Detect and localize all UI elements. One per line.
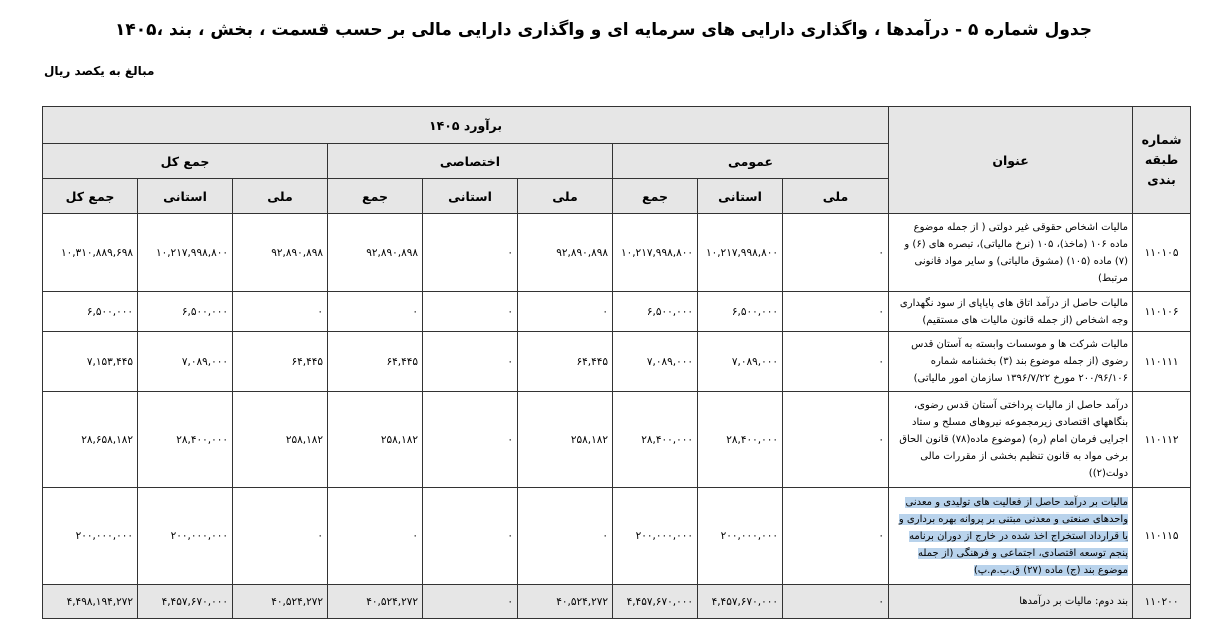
cell-total-provincial: ۱۰,۲۱۷,۹۹۸,۸۰۰ [138,214,233,292]
cell-code: ۱۱۰۲۰۰ [1133,585,1191,619]
table-row [43,332,1191,392]
cell-general-provincial: ۲۰۰,۰۰۰,۰۰۰ [698,488,783,585]
header-grand-national: ملی [233,179,328,214]
total-row [43,585,1191,619]
cell-title: درآمد حاصل از مالیات پرداختی آستان قدس رضوی، بنگاههای اقتصادی زیرمجموعه نیروهای مسلح و ستاد اجرایی فرمان امام (ره) (موضوع ماده(۷۸) قانون الحاق برخی مواد به قانون تنظیم بخشی از مقررات مالی دولت(۲)) [889,392,1133,488]
cell-total-national: ۹۲,۸۹۰,۸۹۸ [233,214,328,292]
cell-general-sum: ۴,۴۵۷,۶۷۰,۰۰۰ [613,585,698,619]
cell-total-provincial: ۴,۴۵۷,۶۷۰,۰۰۰ [138,585,233,619]
header-special-national: ملی [518,179,613,214]
cell-special-sum: ۴۰,۵۲۴,۲۷۲ [328,585,423,619]
cell-general-national: ۰ [783,585,889,619]
header-special-provincial: استانی [423,179,518,214]
cell-code: ۱۱۰۱۱۵ [1133,488,1191,585]
header-group-general: عمومی [613,144,889,179]
cell-code: ۱۱۰۱۰۶ [1133,292,1191,332]
cell-total-national: ۲۵۸,۱۸۲ [233,392,328,488]
cell-special-national: ۹۲,۸۹۰,۸۹۸ [518,214,613,292]
cell-total-sum: ۲۰۰,۰۰۰,۰۰۰ [43,488,138,585]
cell-special-national: ۰ [518,292,613,332]
revenue-table [42,106,1191,619]
header-group-grand: جمع کل [43,144,328,179]
header-grand-total: جمع کل [43,179,138,214]
unit-note: مبالغ به یکصد ریال [44,64,155,78]
page-title: جدول شماره ۵ - درآمدها ، واگذاری دارایی های سرمایه ای و واگذاری دارایی مالی بر حسب قسمت ، بخش ، بند ،۱۴۰۵ [115,20,1092,40]
cell-general-provincial: ۷,۰۸۹,۰۰۰ [698,332,783,392]
cell-total-provincial: ۲۸,۴۰۰,۰۰۰ [138,392,233,488]
table-row [43,392,1191,488]
cell-special-provincial: ۰ [423,585,518,619]
cell-general-national: ۰ [783,214,889,292]
cell-special-sum: ۰ [328,292,423,332]
cell-general-provincial: ۲۸,۴۰۰,۰۰۰ [698,392,783,488]
header-group-special: اختصاصی [328,144,613,179]
cell-total-sum: ۴,۴۹۸,۱۹۴,۲۷۲ [43,585,138,619]
header-general-national: ملی [783,179,889,214]
table-row [43,214,1191,292]
header-code: شماره طبقه بندی [1133,107,1191,214]
cell-special-provincial: ۰ [423,214,518,292]
cell-total-provincial: ۶,۵۰۰,۰۰۰ [138,292,233,332]
cell-code: ۱۱۰۱۱۱ [1133,332,1191,392]
cell-total-provincial: ۷,۰۸۹,۰۰۰ [138,332,233,392]
cell-code: ۱۱۰۱۰۵ [1133,214,1191,292]
header-title: عنوان [889,107,1133,214]
cell-title: مالیات حاصل از درآمد اتاق های پایاپای از سود نگهداری وجه اشخاص (از جمله قانون مالیات های مستقیم) [889,292,1133,332]
cell-general-national: ۰ [783,488,889,585]
cell-special-national: ۶۴,۴۴۵ [518,332,613,392]
cell-special-sum: ۰ [328,488,423,585]
cell-total-provincial: ۲۰۰,۰۰۰,۰۰۰ [138,488,233,585]
cell-total-national: ۴۰,۵۲۴,۲۷۲ [233,585,328,619]
header-grand-provincial: استانی [138,179,233,214]
cell-total-national: ۰ [233,488,328,585]
cell-special-national: ۰ [518,488,613,585]
cell-special-national: ۴۰,۵۲۴,۲۷۲ [518,585,613,619]
header-general-sum: جمع [613,179,698,214]
cell-general-sum: ۶,۵۰۰,۰۰۰ [613,292,698,332]
cell-special-provincial: ۰ [423,292,518,332]
cell-special-sum: ۶۴,۴۴۵ [328,332,423,392]
header-special-sum: جمع [328,179,423,214]
cell-title: بند دوم: مالیات بر درآمدها [889,585,1133,619]
cell-title: مالیات اشخاص حقوقی غیر دولتی ( از جمله موضوع ماده ۱۰۶ (ماخذ)، ۱۰۵ (نرخ مالیاتی)، تبصره های (۶) و (۷) ماده (۱۰۵) (مشوق مالیاتی) و سایر مواد قانونی مرتبط) [889,214,1133,292]
cell-special-provincial: ۰ [423,488,518,585]
cell-general-national: ۰ [783,292,889,332]
cell-total-national: ۰ [233,292,328,332]
cell-title: مالیات شرکت ها و موسسات وابسته به آستان قدس رضوی (از جمله موضوع بند (۳) بخشنامه شماره ۲۰۰/۹۶/۱۰۶ مورخ ۱۳۹۶/۷/۲۲ سازمان امور مالیاتی) [889,332,1133,392]
cell-special-provincial: ۰ [423,332,518,392]
header-general-provincial: استانی [698,179,783,214]
cell-general-sum: ۲۰۰,۰۰۰,۰۰۰ [613,488,698,585]
table-row [43,488,1191,585]
cell-total-sum: ۱۰,۳۱۰,۸۸۹,۶۹۸ [43,214,138,292]
cell-general-sum: ۲۸,۴۰۰,۰۰۰ [613,392,698,488]
cell-total-sum: ۲۸,۶۵۸,۱۸۲ [43,392,138,488]
cell-general-provincial: ۶,۵۰۰,۰۰۰ [698,292,783,332]
cell-title[interactable] [889,488,1133,585]
cell-total-sum: ۷,۱۵۳,۴۴۵ [43,332,138,392]
cell-code: ۱۱۰۱۱۲ [1133,392,1191,488]
cell-special-provincial: ۰ [423,392,518,488]
cell-general-sum: ۷,۰۸۹,۰۰۰ [613,332,698,392]
cell-special-sum: ۲۵۸,۱۸۲ [328,392,423,488]
cell-general-provincial: ۴,۴۵۷,۶۷۰,۰۰۰ [698,585,783,619]
cell-total-sum: ۶,۵۰۰,۰۰۰ [43,292,138,332]
cell-special-sum: ۹۲,۸۹۰,۸۹۸ [328,214,423,292]
table-row [43,292,1191,332]
cell-general-sum: ۱۰,۲۱۷,۹۹۸,۸۰۰ [613,214,698,292]
cell-general-provincial: ۱۰,۲۱۷,۹۹۸,۸۰۰ [698,214,783,292]
cell-special-national: ۲۵۸,۱۸۲ [518,392,613,488]
cell-general-national: ۰ [783,392,889,488]
header-estimate: برآورد ۱۴۰۵ [43,107,889,144]
cell-total-national: ۶۴,۴۴۵ [233,332,328,392]
cell-general-national: ۰ [783,332,889,392]
selected-text[interactable]: مالیات بر درآمد حاصل از فعالیت های تولیدی و معدنی واحدهای صنعتی و معدنی مبتنی بر پروانه بهره برداری و یا قرارداد استخراج اخذ شده در خارج از دوران برنامه پنجم توسعه اقتصادی، اجتماعی و فرهنگی (از جمله موضوع بند (ج) ماده (۲۷) ق.ب.م.پ) [898,496,1129,576]
